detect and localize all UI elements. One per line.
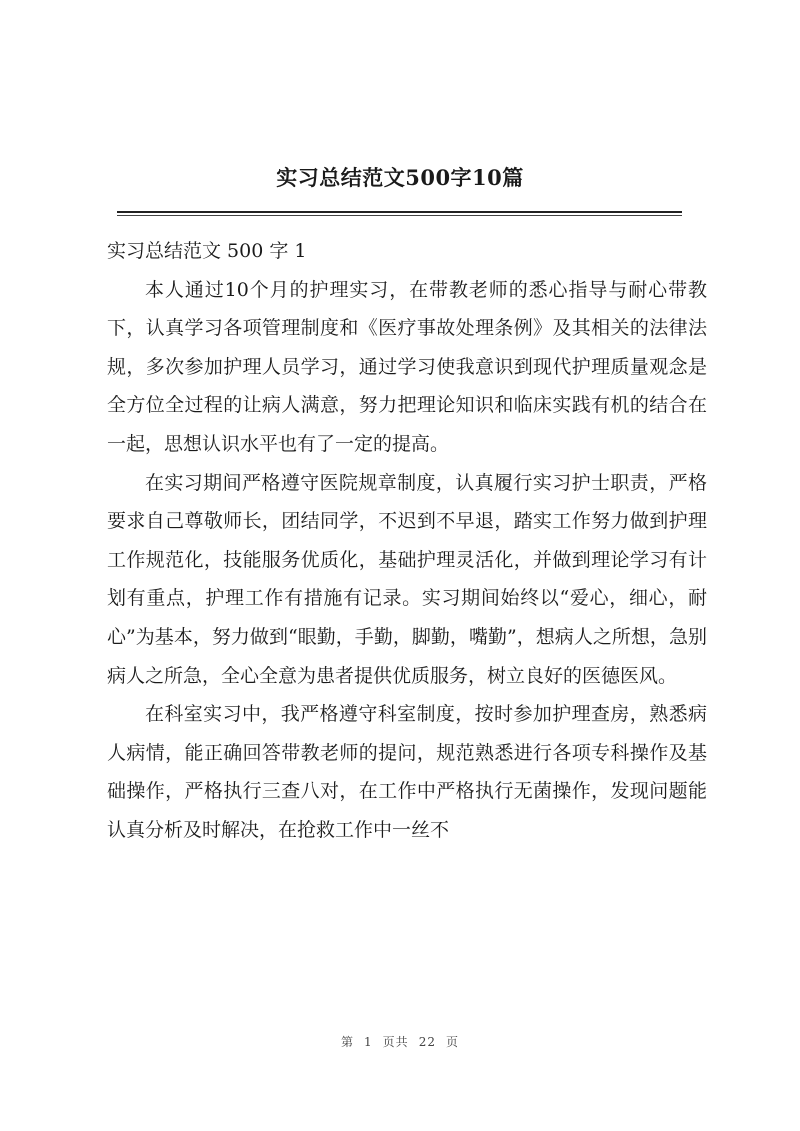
footer-total-pages: 22 [418, 1035, 436, 1049]
document-body [107, 232, 707, 850]
document-title: 实习总结范文500字10篇 [276, 165, 524, 190]
page-footer [0, 1033, 800, 1050]
footer-prefix: 第 [341, 1035, 355, 1049]
paragraph-2: 在实习期间严格遵守医院规章制度，认真履行实习护士职责，严格要求自己尊敬师长，团结同学，不迟到不早退，踏实工作努力做到护理工作规范化，技能服务优质化，基础护理灵活化，并做到理论学习有计划有重点，护理工作有措施有记录。实习期间始终以“爱心，细心，耐心”为基本，努力做到“眼勤，手勤，脚勤，嘴勤”，想病人之所想，急别病人之所急，全心全意为患者提供优质服务，树立良好的医德医风。 [107, 471, 707, 687]
title-rule-thick [117, 211, 682, 213]
footer-suffix: 页 [445, 1035, 459, 1049]
footer-current-page: 1 [364, 1035, 373, 1049]
footer-middle: 页共 [382, 1035, 409, 1049]
paragraph-1: 本人通过10个月的护理实习，在带教老师的悉心指导与耐心带教下，认真学习各项管理制度和《医疗事故处理条例》及其相关的法律法规，多次参加护理人员学习，通过学习使我意识到现代护理质量观念是全方位全过程的让病人满意，努力把理论知识和临床实践有机的结合在一起，思想认识水平也有了一定的提高。 [107, 278, 707, 455]
title-rule-thin [117, 215, 682, 216]
paragraph-3: 在科室实习中，我严格遵守科室制度，按时参加护理查房，熟悉病人病情，能正确回答带教老师的提问，规范熟悉进行各项专科操作及基础操作，严格执行三查八对，在工作中严格执行无菌操作，发现问题能认真分析及时解决，在抢救工作中一丝不 [107, 703, 707, 841]
section-heading: 实习总结范文 500 字 1 [107, 240, 307, 262]
